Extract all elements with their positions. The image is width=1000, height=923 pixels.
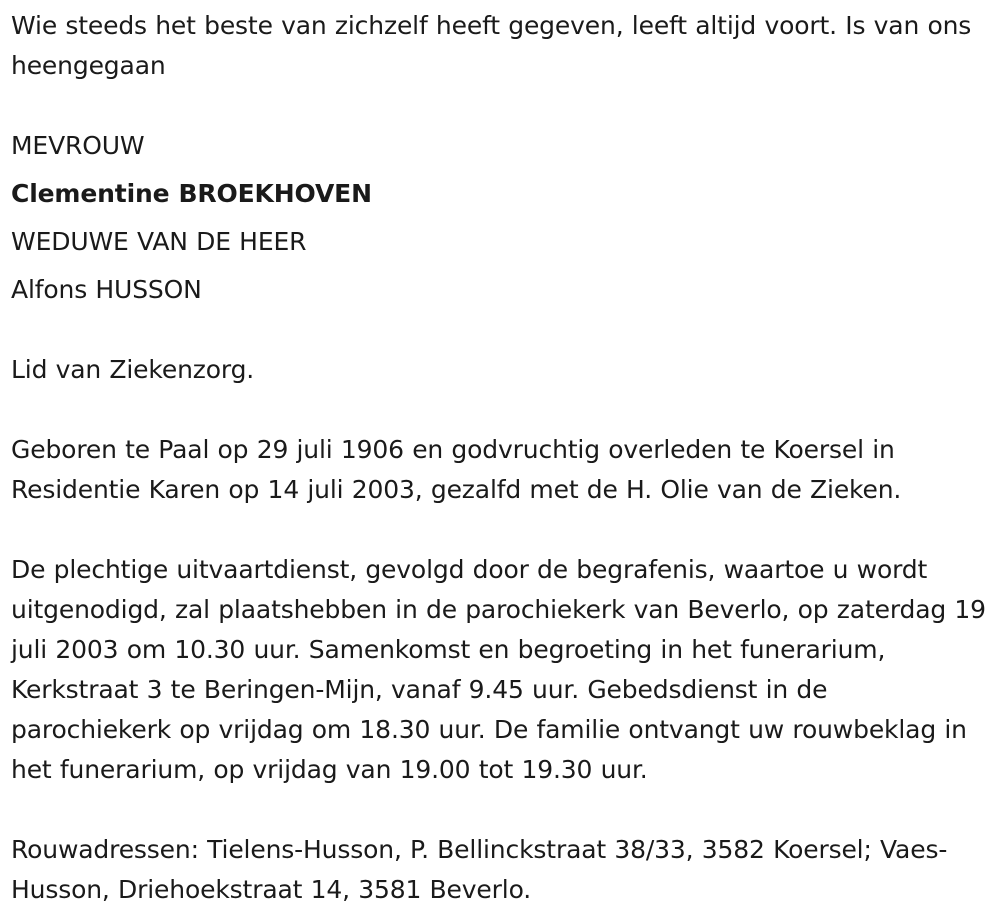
membership-text: Lid van Ziekenzorg. — [11, 355, 255, 384]
deceased-name: Clementine BROEKHOVEN — [11, 179, 372, 208]
deceased-block — [11, 122, 990, 314]
spacer — [11, 310, 990, 350]
spouse-name: Alfons HUSSON — [11, 275, 202, 304]
ceremony-text: De plechtige uitvaartdienst, gevolgd door de begrafenis, waartoe u wordt uitgenodigd, zal plaatshebben in de parochiekerk van Beverlo, op zaterdag 19 juli 2003 om 10.30 uur. Samenkomst en begroeting in het funerarium, Kerkstraat 3 te Beringen-Mijn, vanaf 9.45 uur. Gebedsdienst in de parochiekerk op vrijdag om 18.30 uur. De familie ontvangt uw rouwbeklag in het funerarium, op vrijdag van 19.00 tot 19.30 uur. — [11, 555, 986, 784]
relation-label: WEDUWE VAN DE HEER — [11, 227, 307, 256]
addresses-text: Rouwadressen: Tielens-Husson, P. Bellinckstraat 38/33, 3582 Koersel; Vaes-Husson, Driehoekstraat 14, 3581 Beverlo. — [11, 835, 948, 904]
honorific: MEVROUW — [11, 131, 145, 160]
spacer — [11, 390, 990, 430]
birth-death-text: Geboren te Paal op 29 juli 1906 en godvruchtig overleden te Koersel in Residentie Karen op 14 juli 2003, gezalfd met de H. Olie van de Zieken. — [11, 435, 902, 504]
intro-text: Wie steeds het beste van zichzelf heeft gegeven, leeft altijd voort. Is van ons heengegaan — [11, 11, 972, 80]
spacer — [11, 510, 990, 550]
spacer — [11, 86, 990, 126]
spacer — [11, 790, 990, 830]
